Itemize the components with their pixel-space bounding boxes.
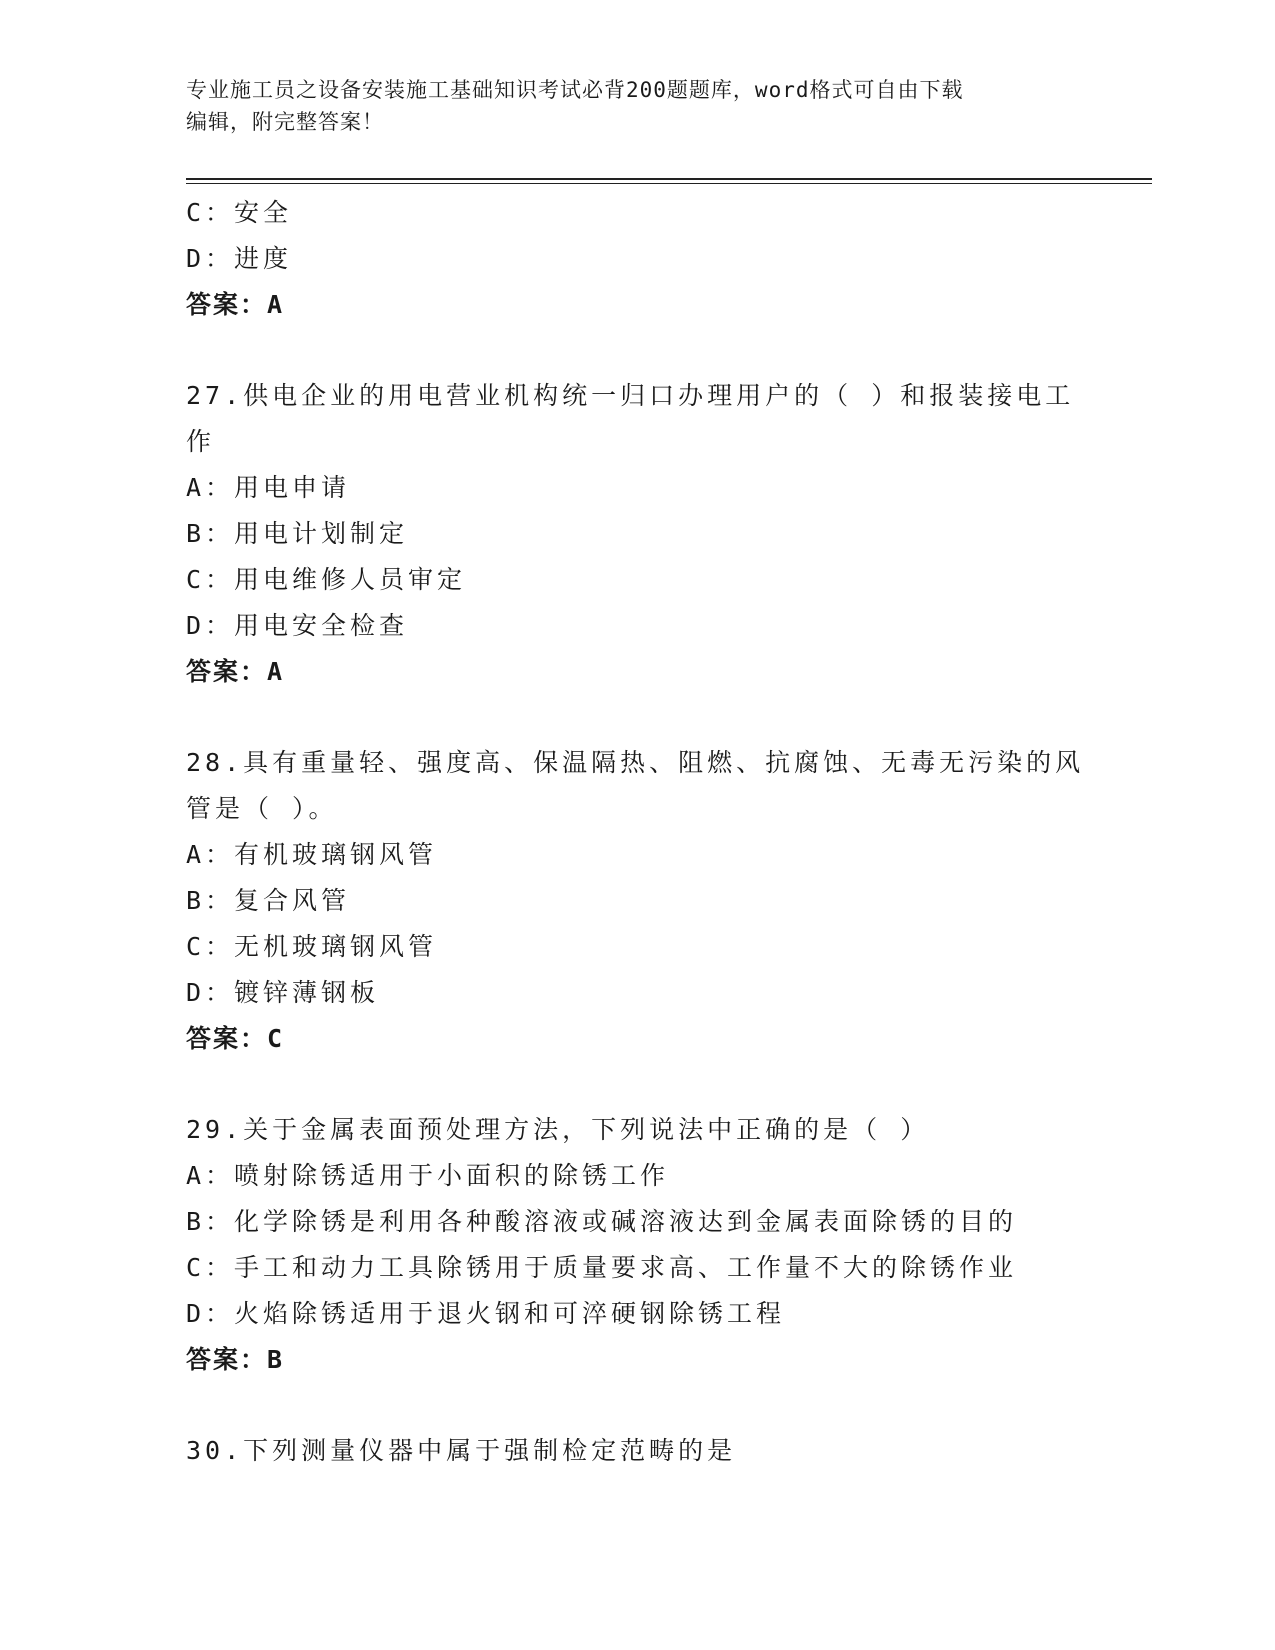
spacer — [186, 695, 1086, 740]
question-stem: 27.供电企业的用电营业机构统一归口办理用户的（ ）和报装接电工 — [186, 381, 1075, 410]
question-stem: 29.关于金属表面预处理方法，下列说法中正确的是（ ） — [186, 1115, 930, 1144]
header-divider-thin — [186, 183, 1152, 184]
option-a: A：喷射除锈适用于小面积的除锈工作 — [186, 1161, 670, 1190]
header-title-line-2: 编辑，附完整答案！ — [186, 110, 384, 134]
option-d: D：进度 — [186, 244, 293, 273]
question-block-26 — [186, 190, 1086, 328]
option-b: B：化学除锈是利用各种酸溶液或碱溶液达到金属表面除锈的目的 — [186, 1207, 1018, 1236]
question-block-29 — [186, 1107, 1086, 1383]
option-c: C：手工和动力工具除锈用于质量要求高、工作量不大的除锈作业 — [186, 1253, 1018, 1282]
header-title-line-1: 专业施工员之设备安装施工基础知识考试必背200题题库，word格式可自由下载 — [186, 78, 964, 102]
option-c: C：用电维修人员审定 — [186, 565, 467, 594]
spacer — [186, 1062, 1086, 1107]
option-b: B：复合风管 — [186, 886, 351, 915]
document-header — [186, 74, 1086, 138]
option-d: D：火焰除锈适用于退火钢和可淬硬钢除锈工程 — [186, 1299, 786, 1328]
question-list — [186, 190, 1086, 1474]
option-d: D：镀锌薄钢板 — [186, 978, 380, 1007]
spacer — [186, 328, 1086, 373]
answer-line: 答案：A — [186, 290, 285, 319]
header-divider-thick — [186, 178, 1152, 180]
option-a: A：有机玻璃钢风管 — [186, 840, 438, 869]
option-b: B：用电计划制定 — [186, 519, 409, 548]
question-block-30 — [186, 1428, 1086, 1474]
option-a: A：用电申请 — [186, 473, 351, 502]
option-d: D：用电安全检查 — [186, 611, 409, 640]
question-stem-continued: 管是（ ）。 — [186, 794, 338, 823]
question-block-28 — [186, 740, 1086, 1062]
question-stem: 28.具有重量轻、强度高、保温隔热、阻燃、抗腐蚀、无毒无污染的风 — [186, 748, 1085, 777]
question-stem: 30.下列测量仪器中属于强制检定范畴的是 — [186, 1436, 737, 1465]
question-block-27 — [186, 373, 1086, 695]
option-c: C：无机玻璃钢风管 — [186, 932, 438, 961]
option-c: C：安全 — [186, 198, 293, 227]
answer-line: 答案：C — [186, 1024, 285, 1053]
question-stem-continued: 作 — [186, 427, 216, 456]
spacer — [186, 1383, 1086, 1428]
answer-line: 答案：B — [186, 1345, 285, 1374]
answer-line: 答案：A — [186, 657, 285, 686]
